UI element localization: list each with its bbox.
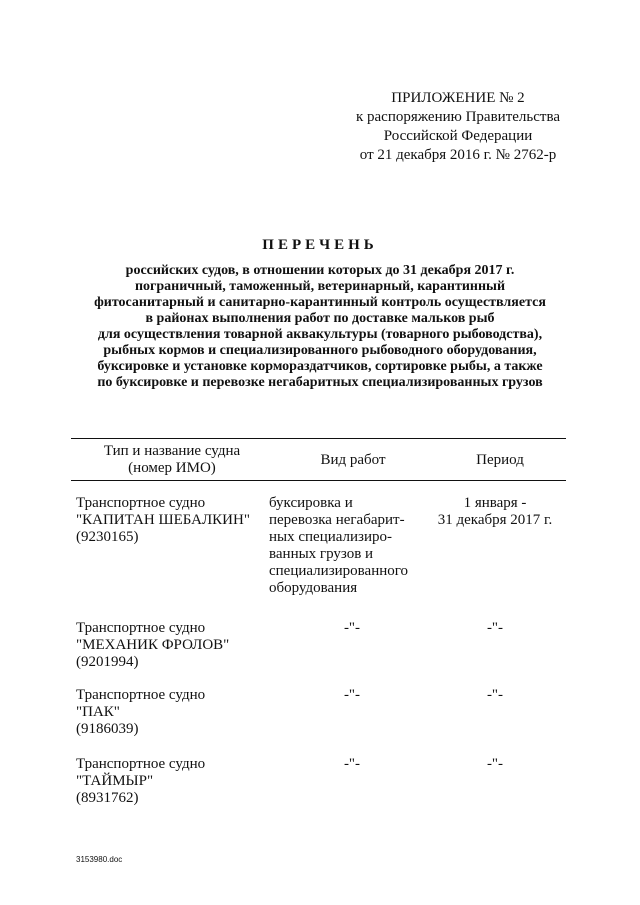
subtitle-line: российских судов, в отношении которых до 31 декабря 2017 г. xyxy=(125,263,515,278)
period-cell: -"- xyxy=(486,620,504,636)
subtitle-line: для осуществления товарной аквакультуры (товарного рыбоводства), xyxy=(97,327,543,342)
vessel-imo: (9186039) xyxy=(76,721,139,737)
vessel-name: "ПАК" xyxy=(76,704,120,720)
subtitle-line: по буксировке и перевозке негабаритных специализированных грузов xyxy=(97,375,543,390)
subtitle-line: рыбных кормов и специализированного рыбоводного оборудования, xyxy=(103,343,537,358)
vessel-name: "ТАЙМЫР" xyxy=(76,773,154,789)
period-cell: -"- xyxy=(486,756,504,772)
work-cell: -"- xyxy=(343,620,361,636)
subtitle-line: пограничный, таможенный, ветеринарный, карантинный xyxy=(134,279,506,294)
appendix-order-ref: к распоряжению Правительства xyxy=(355,109,560,125)
appendix-authority: Российской Федерации xyxy=(383,128,533,144)
column-header-work: Вид работ xyxy=(320,452,386,468)
vessel-name: "КАПИТАН ШЕБАЛКИН" xyxy=(76,512,250,528)
period-cell: 1 января - 31 декабря 2017 г. xyxy=(437,495,553,528)
work-cell: буксировка и перевозка негабарит- ных специализиро- ванных грузов и специализированного оборудования xyxy=(269,495,409,596)
appendix-number: ПРИЛОЖЕНИЕ № 2 xyxy=(391,90,525,106)
vessel-imo: (9201994) xyxy=(76,654,139,670)
work-cell: -"- xyxy=(343,687,361,703)
vessel-name: "МЕХАНИК ФРОЛОВ" xyxy=(76,637,230,653)
vessel-type: Транспортное судно xyxy=(76,756,206,772)
vessel-cell xyxy=(76,687,266,738)
vessel-type: Транспортное судно xyxy=(76,687,206,703)
vessel-cell xyxy=(76,495,266,546)
appendix-header xyxy=(340,89,576,165)
subtitle-line: фитосанитарный и санитарно-карантинный контроль осуществляется xyxy=(94,295,546,310)
document-title: ПЕРЕЧЕНЬ xyxy=(262,237,378,253)
vessel-type: Транспортное судно xyxy=(76,495,206,511)
document-file-reference: 3153980.doc xyxy=(76,855,123,864)
vessel-type: Транспортное судно xyxy=(76,620,206,636)
table-top-rule xyxy=(71,438,566,439)
subtitle-line: в районах выполнения работ по доставке мальков рыб xyxy=(145,311,495,326)
table-header-rule xyxy=(71,480,566,481)
column-header-vessel: Тип и название судна (номер ИМО) xyxy=(103,443,241,476)
work-cell: -"- xyxy=(343,756,361,772)
column-header-period: Период xyxy=(476,452,524,468)
document-subtitle xyxy=(60,263,580,391)
appendix-date-number: от 21 декабря 2016 г. № 2762-р xyxy=(359,147,557,163)
subtitle-line: буксировке и установке кормораздатчиков, сортировке рыбы, а также xyxy=(97,359,543,374)
period-cell: -"- xyxy=(486,687,504,703)
vessel-imo: (9230165) xyxy=(76,529,139,545)
vessel-cell xyxy=(76,756,266,807)
vessel-cell xyxy=(76,620,266,671)
vessel-imo: (8931762) xyxy=(76,790,139,806)
